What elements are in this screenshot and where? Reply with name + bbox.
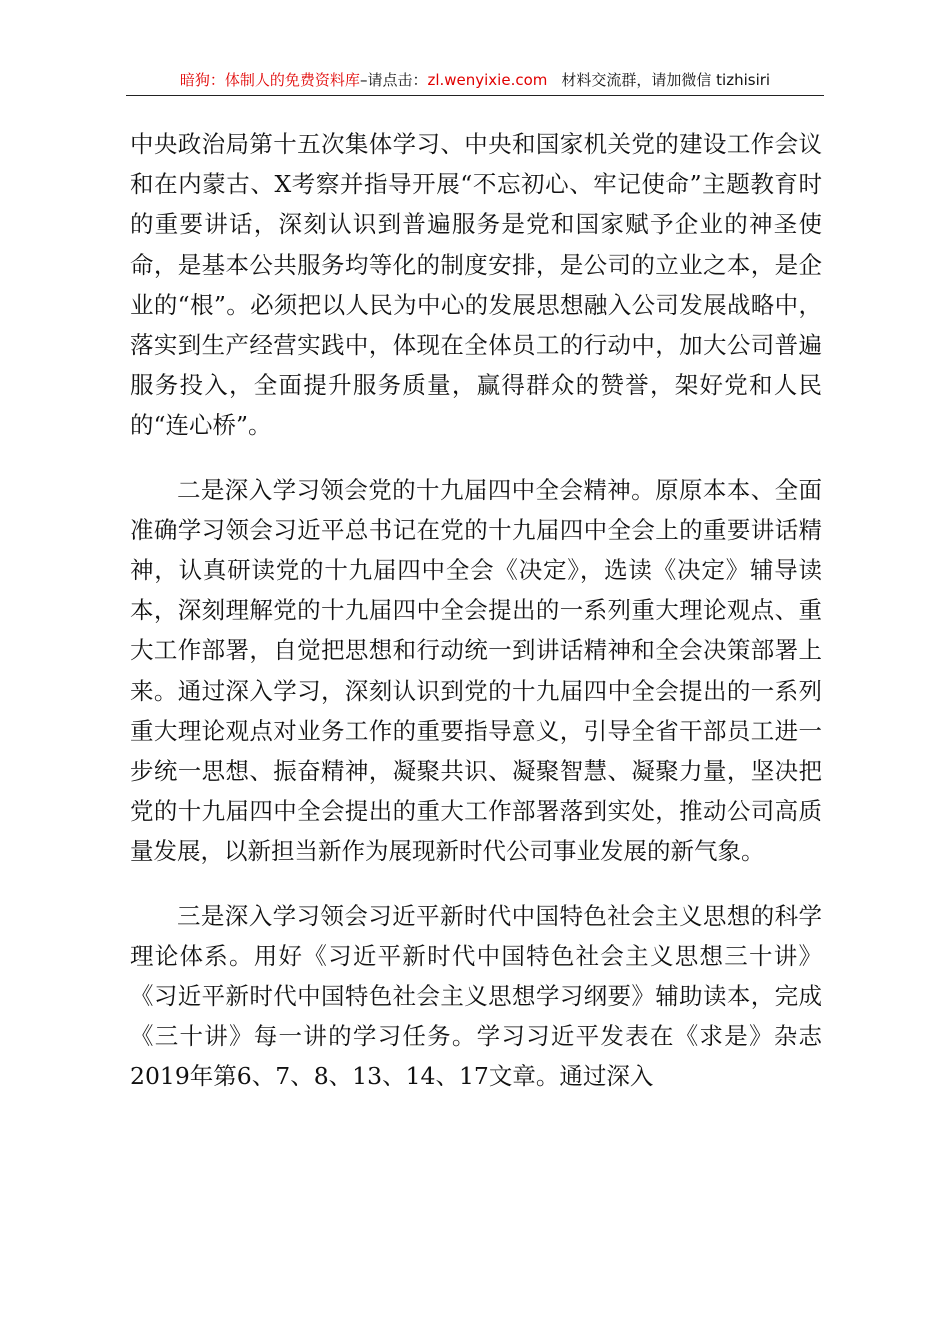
header-url-link[interactable]: zl.wenyixie.com bbox=[427, 71, 548, 89]
header-link-prompt: –请点击： bbox=[359, 71, 428, 89]
body-paragraph-1: 中央政治局第十五次集体学习、中央和国家机关党的建设工作会议和在内蒙古、X考察并指导开展“不忘初心、牢记使命”主题教育时的重要讲话，深刻认识到普遍服务是党和国家赋予企业的神圣使命，是基本公共服务均等化的制度安排，是公司的立业之本，是企业的“根”。必须把以人民为中心的发展思想融入公司发展战略中，落实到生产经营实践中，体现在全体员工的行动中，加大公司普遍服务投入，全面提升服务质量，赢得群众的赞誉，架好党和人民的“连心桥”。 bbox=[130, 130, 822, 440]
page-header bbox=[126, 66, 824, 94]
header-site-label: 暗狗：体制人的免费资料库 bbox=[179, 71, 360, 89]
header-divider bbox=[126, 95, 824, 96]
document-body bbox=[130, 124, 822, 1097]
header-group-text: 材料交流群，请加微信 tizhisiri bbox=[561, 71, 771, 89]
body-paragraph-2: 二是深入学习领会党的十九届四中全会精神。原原本本、全面准确学习领会习近平总书记在党的十九届四中全会上的重要讲话精神，认真研读党的十九届四中全会《决定》，选读《决定》辅导读本，深刻理解党的十九届四中全会提出的一系列重大理论观点、重大工作部署，自觉把思想和行动统一到讲话精神和全会决策部署上来。通过深入学习，深刻认识到党的十九届四中全会提出的一系列重大理论观点对业务工作的重要指导意义，引导全省干部员工进一步统一思想、振奋精神，凝聚共识、凝聚智慧、凝聚力量，坚决把党的十九届四中全会提出的重大工作部署落到实处，推动公司高质量发展，以新担当新作为展现新时代公司事业发展的新气象。 bbox=[130, 475, 822, 866]
body-paragraph-3: 三是深入学习领会习近平新时代中国特色社会主义思想的科学理论体系。用好《习近平新时代中国特色社会主义思想三十讲》《习近平新时代中国特色社会主义思想学习纲要》辅助读本，完成《三十讲》每一讲的学习任务。学习习近平发表在《求是》杂志2019年第6、7、8、13、14、17文章。通过深入 bbox=[130, 901, 822, 1091]
